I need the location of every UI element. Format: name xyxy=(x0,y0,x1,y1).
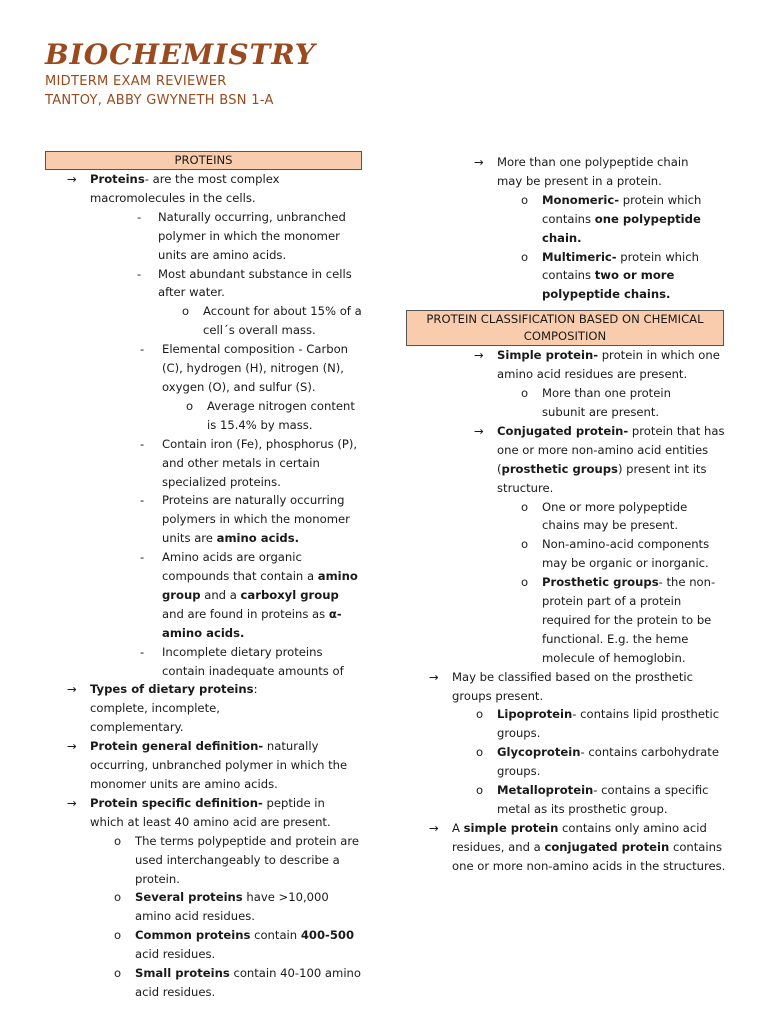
list-item: - Contain iron (Fe), phosphorus (P), and other metals in certain specialized proteins. xyxy=(140,436,358,489)
list-item: - Elemental composition - Carbon (C), hydrogen (H), nitrogen (N), oxygen (O), and sulfur (S). xyxy=(140,342,349,394)
list-item: o Metalloprotein- contains a specific metal as its prosthetic group. xyxy=(476,783,709,816)
list-item: → More than one polypeptide chain may be present in a protein. xyxy=(474,155,689,188)
list-item: → Protein specific definition- peptide in which at least 40 amino acid are present. xyxy=(67,795,331,829)
list-item: → Types of dietary proteins: complete, incomplete, complementary. xyxy=(67,682,258,735)
list-item: → May be classified based on the prosthetic groups present. xyxy=(429,669,694,703)
section-heading-classification: PROTEIN CLASSIFICATION BASED ON CHEMICAL COMPOSITION xyxy=(406,310,724,346)
list-item: o Average nitrogen content is 15.4% by mass. xyxy=(186,398,355,432)
list-item: → A simple protein contains only amino acid residues, and a conjugated protein contains one or more non-amino acids in the structures. xyxy=(429,820,726,873)
list-item: - Amino acids are organic compounds that contain a amino group and a carboxyl group and are found in proteins as α-amino acids. xyxy=(140,550,358,640)
left-column xyxy=(0,151,380,1002)
list-item: → Protein general definition- naturally occurring, unbranched polymer in which the monomer units are amino acids. xyxy=(67,739,348,791)
list-item: o One or more polypeptide chains may be present. xyxy=(521,499,688,533)
list-item: o Multimeric- protein which contains two or more polypeptide chains. xyxy=(521,249,699,302)
document-title: BIOCHEMISTRY xyxy=(45,38,316,71)
list-item: o Lipoprotein- contains lipid prosthetic groups. xyxy=(476,707,720,741)
list-item: o The terms polypeptide and protein are used interchangeably to describe a protein. xyxy=(114,833,359,886)
list-item: o Common proteins contain 400-500 acid residues. xyxy=(114,928,355,962)
list-item: o Account for about 15% of a cell´s overall mass. xyxy=(182,304,362,338)
right-column xyxy=(380,153,768,876)
list-item: o Non-amino-acid components may be organic or inorganic. xyxy=(521,537,710,571)
author-line: TANTOY, ABBY GWYNETH BSN 1-A xyxy=(45,93,274,108)
list-item: → Conjugated protein- protein that has one or more non-amino acid entities (prosthetic groups) present int its structure. xyxy=(474,423,725,495)
document-subtitle: MIDTERM EXAM REVIEWER xyxy=(45,74,227,89)
list-item: o Prosthetic groups- the non-protein part of a protein required for the protein to be functional. E.g. the heme molecule of hemoglobin. xyxy=(521,575,716,665)
list-item: o Several proteins have >10,000 amino acid residues. xyxy=(114,890,329,924)
list-item: → Simple protein- protein in which one amino acid residues are present. xyxy=(474,348,720,382)
section-heading-proteins: PROTEINS xyxy=(45,151,362,170)
list-item: - Naturally occurring, unbranched polymer in which the monomer units are amino acids. xyxy=(137,209,346,262)
list-item: - Most abundant substance in cells after water. xyxy=(137,266,352,300)
list-item: → Proteins- are the most complex macromolecules in the cells. xyxy=(67,172,280,205)
list-item: - Proteins are naturally occurring polymers in which the monomer units are amino acids. xyxy=(140,493,350,546)
list-item: o Glycoprotein- contains carbohydrate groups. xyxy=(476,745,719,779)
list-item: - Incomplete dietary proteins contain inadequate amounts of xyxy=(140,644,344,678)
arrow-marker: → xyxy=(67,172,77,186)
list-item: o More than one protein subunit are present. xyxy=(521,386,671,419)
list-item: o Monomeric- protein which contains one polypeptide chain. xyxy=(521,192,702,245)
list-item: o Small proteins contain 40-100 amino acid residues. xyxy=(114,966,361,999)
